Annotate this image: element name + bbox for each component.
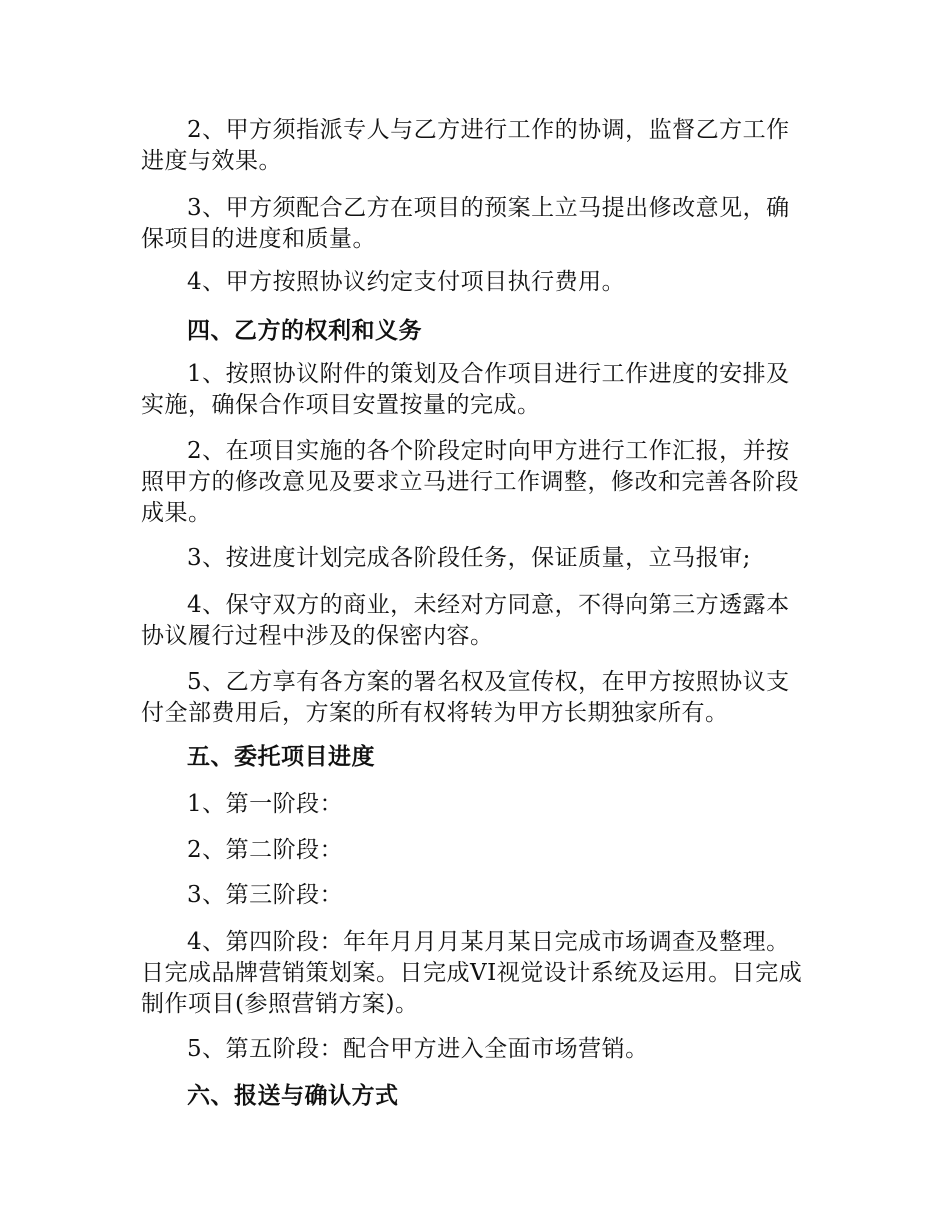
paragraph-party-a-payment: 4、甲方按照协议约定支付项目执行费用。 — [187, 269, 626, 295]
paragraph-stage-2: 2、第二阶段： — [187, 837, 344, 863]
paragraph-stage-3: 3、第三阶段： — [187, 882, 344, 908]
paragraph-stage-4: 4、第四阶段：年年月月月某月某日完成市场调查及整理。日完成品牌营销策划案。日完成VI视觉设计系统及运用。日完成制作项目(参照营销方案)。 — [141, 929, 803, 1017]
paragraph-party-b-quality: 3、按进度计划完成各阶段任务，保证质量，立马报审; — [187, 545, 751, 571]
paragraph-party-a-feedback: 3、甲方须配合乙方在项目的预案上立马提出修改意见，确保项目的进度和质量。 — [141, 195, 790, 252]
section-heading-submission-confirmation: 六、报送与确认方式 — [187, 1082, 399, 1109]
paragraph-party-a-coordination: 2、甲方须指派专人与乙方进行工作的协调，监督乙方工作进度与效果。 — [141, 117, 790, 174]
paragraph-party-b-reporting: 2、在项目实施的各个阶段定时向甲方进行工作汇报，并按照甲方的修改意见及要求立马进行工作调整，修改和完善各阶段成果。 — [141, 438, 799, 526]
paragraph-party-b-schedule: 1、按照协议附件的策划及合作项目进行工作进度的安排及实施，确保合作项目安置按量的完成。 — [141, 361, 790, 418]
paragraph-stage-5: 5、第五阶段：配合甲方进入全面市场营销。 — [187, 1036, 649, 1062]
paragraph-party-b-ownership: 5、乙方享有各方案的署名权及宣传权，在甲方按照协议支付全部费用后，方案的所有权将转为甲方长期独家所有。 — [141, 669, 790, 726]
paragraph-stage-1: 1、第一阶段： — [187, 791, 344, 817]
section-heading-party-b-rights: 四、乙方的权利和义务 — [187, 317, 422, 344]
section-heading-project-progress: 五、委托项目进度 — [187, 743, 375, 770]
paragraph-party-b-confidentiality: 4、保守双方的商业，未经对方同意，不得向第三方透露本协议履行过程中涉及的保密内容。 — [141, 592, 790, 649]
